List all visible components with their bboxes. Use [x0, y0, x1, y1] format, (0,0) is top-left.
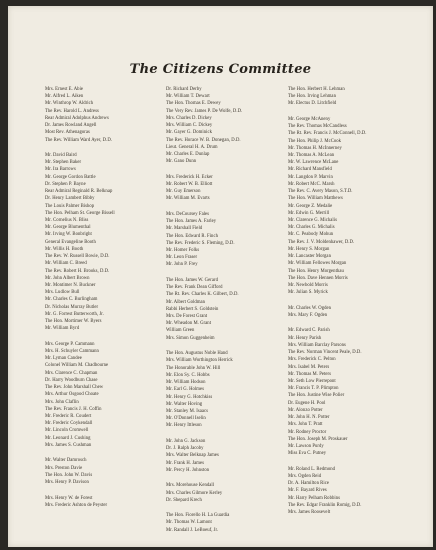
committee-member-name: Dr. James Rowland Angell: [45, 123, 97, 129]
committee-member-name: Mr. Montimer N. Buckner: [45, 282, 96, 288]
committee-member-name: Mrs. Preston Davie: [45, 465, 83, 471]
committee-member-name: Mrs. James S. Cushman: [45, 442, 92, 448]
committee-member-name: Mr. Alonzo Potter: [288, 407, 323, 413]
committee-member-name: Mr. John Albert Brown: [45, 275, 90, 281]
committee-member-name: The Hon. Philip J. McCook: [288, 138, 342, 144]
committee-member-name: Mr. Marshall Field: [166, 226, 203, 232]
committee-member-name: Mr. George McAneny: [288, 116, 331, 122]
committee-member-name: The Rev. Harold L. Andress: [45, 108, 99, 114]
committee-member-name: Mr. William Hodson: [166, 380, 206, 386]
committee-member-name: Mr. Lawson Purdy: [288, 443, 324, 449]
committee-member-name: Mr. Electus D. Litchfield: [288, 101, 337, 107]
committee-member-name: Mr. Stanley M. Isaacs: [166, 408, 209, 414]
name-group: [166, 277, 298, 342]
name-column-3: [288, 86, 420, 525]
committee-member-name: Mr. Leonard J. Cushing: [45, 435, 91, 441]
committee-member-name: The Rev. Frederic S. Fleming, D.D.: [166, 240, 235, 246]
committee-member-name: The Hon. Herbert H. Lehman: [288, 87, 345, 92]
committee-member-name: The Rev. Robert H. Brooks, D.D.: [45, 268, 110, 274]
committee-member-name: Mr. Alfred L. Aiken: [45, 94, 84, 100]
committee-member-name: Mrs. Mary F. Ogden: [288, 312, 328, 318]
name-group: [45, 341, 177, 449]
committee-member-name: Mr. George Blumenthal: [45, 225, 91, 231]
committee-member-name: Mr. Richard Mansfield: [288, 167, 332, 173]
committee-member-name: Mr. Harry Pelham Robbins: [288, 495, 340, 501]
committee-member-name: Dr. Stephen P. Bayne: [45, 181, 86, 187]
committee-member-name: The Rev. William Ward Ayer, D.D.: [45, 137, 112, 143]
committee-member-name: Mrs. Arthur Osgood Choate: [45, 392, 99, 398]
committee-member-name: Mr. Ira Barrows: [45, 167, 76, 173]
committee-member-name: Mrs. DeCoursey Fales: [166, 211, 210, 217]
committee-member-name: Mr. Cornelius N. Bliss: [45, 218, 89, 224]
committee-member-name: Mr. John P. Frey: [166, 262, 198, 268]
name-group: [288, 86, 420, 108]
committee-member-name: The Rev. Horace W. B. Donegan, D.D.: [166, 137, 241, 143]
name-column-2: [166, 86, 298, 542]
committee-member-name: Mrs. Charles D. Dickey: [166, 115, 212, 121]
name-group: [45, 152, 177, 332]
committee-member-name: Dr. Shepard Krech: [166, 497, 202, 503]
committee-member-name: The Very Rev. James P. De Wolfe, D.D.: [166, 108, 243, 114]
committee-member-name: Mr. Francis T. P. Plimpton: [288, 386, 339, 392]
committee-member-name: Mr. Julian S. Myrick: [288, 290, 328, 296]
committee-member-name: Mrs. Ludlow Bull: [45, 290, 80, 296]
committee-member-name: Mrs. H. Schuyler Cammann: [45, 349, 99, 355]
name-group: [166, 482, 298, 504]
committee-member-name: Mr. Stephen Baker: [45, 160, 82, 166]
committee-member-name: Mr. Thomas W. Lamont: [166, 520, 212, 526]
committee-member-name: The Hon. William Matthews: [288, 196, 343, 202]
committee-member-name: Mrs. Clarence C. Chapman: [45, 370, 98, 376]
committee-member-name: Lieut. General H. A. Drum: [166, 144, 218, 150]
committee-member-name: Mrs. Frederick H. Ecker: [166, 174, 213, 180]
committee-member-name: Mr. Henry Ittleson: [166, 423, 202, 429]
committee-member-name: Mr. Edwin G. Merrill: [288, 210, 330, 216]
committee-member-name: Rear Admiral Adolphus Andrews: [45, 115, 109, 121]
committee-member-name: Mr. Charles W. Ogden: [288, 305, 332, 311]
committee-member-name: Mr. W. Lawrence McLane: [288, 160, 339, 166]
committee-member-name: Mrs. Isabel M. Peters: [288, 364, 330, 370]
committee-member-name: Mrs. John Claflin: [45, 399, 79, 405]
committee-member-name: Mr. Langdon P. Marvin: [288, 174, 333, 180]
committee-member-name: Mrs. Frederic Ashton de Peyster: [45, 502, 108, 508]
committee-member-name: Mr. G. Forrest Butterworth, Jr.: [45, 311, 104, 317]
committee-member-name: The Rev. W. Russell Bowie, D.D.: [45, 254, 110, 260]
committee-member-name: Mr. Henry G. Hotchkiss: [166, 394, 213, 400]
committee-member-name: Mr. Thomas M. Peters: [288, 371, 331, 377]
committee-member-name: Mrs. Morehouse Kendall: [166, 483, 215, 489]
committee-member-name: Mr. Frank H. James: [166, 460, 205, 466]
committee-member-name: The Hon. Henry Morgenthau: [288, 268, 344, 274]
committee-member-name: Most Rev. Athenagoras: [45, 130, 90, 136]
committee-member-name: Mr. Walter Damrosch: [45, 458, 87, 464]
committee-member-name: The Rev. Norman Vincent Peale, D.D.: [288, 350, 362, 356]
committee-member-name: Mr. Seth Low Pierrepont: [288, 378, 336, 384]
committee-member-name: Mr. William Fellowes Morgan: [288, 261, 347, 267]
committee-member-name: The Hon. Fiorello H. La Guardia: [166, 513, 230, 519]
committee-member-name: Mr. Robert McC. Marsh: [288, 181, 335, 187]
name-group: [288, 466, 420, 517]
committee-member-name: Mrs. George P. Cammann: [45, 341, 95, 347]
committee-member-name: Mr. Lancaster Morgan: [288, 254, 331, 260]
committee-member-name: Dr. Henry Lambert Bibby: [45, 196, 95, 202]
name-column-1: [45, 86, 177, 517]
committee-member-name: Dr. Harry Woodburn Chase: [45, 377, 98, 383]
committee-member-name: Mr. Randall J. LeBoeuf, Jr.: [166, 527, 219, 533]
committee-member-name: Mr. Percy H. Johnston: [166, 467, 210, 473]
committee-member-name: The Rev. Edgar Franklin Romig, D.D.: [288, 502, 362, 508]
committee-member-name: The Rev. Thomas McCandless: [288, 124, 347, 130]
committee-member-name: Dr. Eugene H. Pool: [288, 400, 326, 406]
committee-member-name: Mr. George Z. Medalie: [288, 203, 333, 209]
committee-member-name: Mrs. De Forest Grant: [166, 314, 208, 320]
committee-member-name: William Green: [166, 328, 195, 334]
committee-member-name: Dr. A. Hamilton Rice: [288, 481, 329, 487]
committee-member-name: Mrs. William C. Dickey: [166, 123, 213, 129]
name-group: [288, 305, 420, 319]
committee-member-name: Mr. Charles C. Burlingham: [45, 297, 98, 303]
committee-member-name: Mr. Edward C. Parish: [288, 328, 330, 334]
committee-member-name: Mr. Robert W. B. Elliott: [166, 181, 213, 187]
committee-member-name: The Hon. Edward R. Finch: [166, 233, 218, 239]
committee-member-name: Miss Eva C. Putney: [288, 451, 327, 457]
committee-member-name: Mrs. Ogden Reid: [288, 473, 322, 479]
committee-member-name: Mr. Gano Dunn: [166, 159, 197, 165]
committee-member-name: Mr. Guy Emerson: [166, 189, 201, 195]
committee-member-name: The Rt. Rev. Francis J. McConnell, D.D.: [288, 131, 367, 137]
committee-member-name: Mrs. Charles Gilmore Kerley: [166, 490, 223, 496]
committee-member-name: Mr. Thomas A. McLean: [288, 153, 335, 159]
committee-member-name: The Hon. John W. Davis: [45, 472, 93, 478]
committee-member-name: Mr. William C. Breed: [45, 261, 87, 267]
committee-member-name: The Hon. Mortimer W. Byers: [45, 319, 102, 325]
name-group: [288, 327, 420, 457]
page-title: The Citizens Committee: [129, 62, 312, 77]
committee-member-name: Mrs. Simon Guggenheim: [166, 335, 215, 341]
committee-member-name: The Rev. J. V. Moldenhawer, D.D.: [288, 239, 355, 245]
committee-member-name: Mr. Albert Goldman: [166, 299, 206, 305]
committee-member-name: The Hon. Pelham St. George Bissell: [45, 210, 115, 216]
committee-member-name: Mr. Winthrop W. Aldrich: [45, 101, 94, 107]
committee-member-name: The Hon. Joseph M. Proskauer: [288, 436, 348, 442]
committee-member-name: Mrs. William Barclay Parsons: [288, 342, 346, 348]
committee-member-name: Mr. Irving W. Bonbright: [45, 232, 92, 238]
name-group: [166, 86, 298, 165]
committee-member-name: Colonel William M. Chadbourne: [45, 363, 109, 369]
committee-member-name: Mr. Elon Sy. C. Hobbs: [166, 372, 210, 378]
committee-member-name: Mr. Lyman Candee: [45, 356, 82, 362]
committee-member-name: Mrs. William Worthington Herrick: [166, 358, 233, 364]
committee-member-name: Mr. Gayer G. Dominick: [166, 130, 212, 136]
committee-member-name: Mr. Clarence G. Michalis: [288, 218, 337, 224]
committee-member-name: The Rev. Francis J. H. Coffin: [45, 406, 102, 412]
committee-member-name: Mrs. Walter Belknap James: [166, 453, 219, 459]
committee-member-name: The Hon. James W. Gerard: [166, 277, 218, 283]
committee-member-name: Mrs. James Roosevelt: [288, 510, 331, 515]
committee-member-name: Mr. William T. Dewart: [166, 94, 210, 100]
committee-member-name: Mr. Frederic Coykendall: [45, 421, 93, 427]
committee-member-name: Mrs. Ernest E. Abie: [45, 87, 84, 92]
name-group: [166, 211, 298, 269]
committee-member-name: The Honorable John W. Hill: [166, 365, 221, 371]
committee-member-name: Mr. John H. N. Potter: [288, 415, 330, 421]
committee-member-name: Mr. Leon Fraser: [166, 255, 198, 261]
committee-member-name: Mr. Roland L. Redmond: [288, 466, 336, 472]
name-group: [288, 116, 420, 296]
committee-member-name: Mr. Newbold Morris: [288, 282, 328, 288]
name-group: [166, 174, 298, 203]
committee-member-name: Mr. George Gordon Battle: [45, 174, 96, 180]
committee-member-name: Rabbi Herbert S. Goldstein: [166, 306, 219, 312]
committee-member-name: Mrs. Frederick C. Pelton: [288, 357, 336, 363]
committee-member-name: The Rt. Rev. Charles K. Gilbert, D.D.: [166, 292, 239, 298]
committee-member-name: Rear Admiral Reginald R. Belknap: [45, 189, 113, 195]
committee-member-name: Mr. Willis H. Booth: [45, 246, 84, 252]
committee-member-name: Mr. Charles E. Dunlap: [166, 151, 210, 157]
committee-member-name: Mr. C. Peabody Mohun: [288, 232, 334, 238]
committee-member-name: The Rev. C. Avery Mason, S.T.D.: [288, 189, 353, 195]
committee-member-name: Mr. David Baird: [45, 153, 77, 159]
name-group: [166, 438, 298, 474]
committee-member-name: Mr. F. Bayard Rives: [288, 488, 327, 494]
committee-member-name: Mr. Homer Folks: [166, 247, 200, 253]
committee-member-name: Mr. O'Donnell Iselin: [166, 416, 206, 422]
name-group: [166, 350, 298, 429]
committee-member-name: Mr. Henry S. Morgan: [288, 246, 330, 252]
committee-member-name: Mrs. Henry P. Davison: [45, 480, 89, 486]
committee-member-name: The Hon. Thomas E. Dewey: [166, 101, 221, 107]
committee-member-name: The Rev. John Marshall Chew: [45, 385, 104, 391]
committee-member-name: Mr. Wheadon M. Grant: [166, 321, 212, 327]
committee-member-name: Mr. John G. Jackson: [166, 438, 206, 444]
committee-member-name: The Hon. Dave Hennen Morris: [288, 275, 348, 281]
committee-member-name: The Hon. Irving Lehman: [288, 94, 336, 100]
committee-member-name: Mr. Henry Parish: [288, 335, 322, 341]
committee-member-name: Mr. Lincoln Cromwell: [45, 428, 89, 434]
committee-member-name: Mr. William Byrd: [45, 326, 80, 332]
committee-member-name: General Evangeline Booth: [45, 239, 96, 245]
committee-member-name: Mr. Rodney Proctor: [288, 429, 327, 435]
name-group: [45, 86, 177, 144]
committee-member-name: The Hon. Justine Wise Polier: [288, 393, 345, 399]
committee-member-name: The Hon. Augustus Noble Hand: [166, 351, 228, 357]
committee-member-name: Dr. Nicholas Murray Butler: [45, 304, 99, 310]
committee-member-name: Dr. J. Ralph Jacoby: [166, 446, 204, 452]
committee-member-name: The Rev. Frank Dean Gifford: [166, 285, 223, 291]
name-group: [45, 457, 177, 486]
committee-member-name: Mr. Earl G. Holmes: [166, 387, 205, 393]
committee-member-name: Mr. Walter Hoving: [166, 401, 203, 407]
committee-member-name: Mrs. John T. Pratt: [288, 422, 323, 428]
committee-member-name: Mr. Frederic R. Coudert: [45, 414, 92, 419]
committee-member-name: Dr. Richard Derby: [166, 87, 202, 92]
committee-member-name: Mr. Thomas H. McInnerney: [288, 145, 342, 151]
committee-member-name: Mr. William M. Evarts: [166, 196, 210, 202]
committee-member-name: Mr. Charles G. Michalis: [288, 225, 335, 231]
name-group: [166, 512, 298, 534]
committee-member-name: The Louis Palmer Bishop: [45, 203, 95, 209]
name-group: [45, 495, 177, 509]
document-page: [8, 6, 433, 547]
committee-member-name: The Hon. James A. Farley: [166, 219, 217, 225]
committee-member-name: Mrs. Henry W. de Forest: [45, 495, 93, 501]
